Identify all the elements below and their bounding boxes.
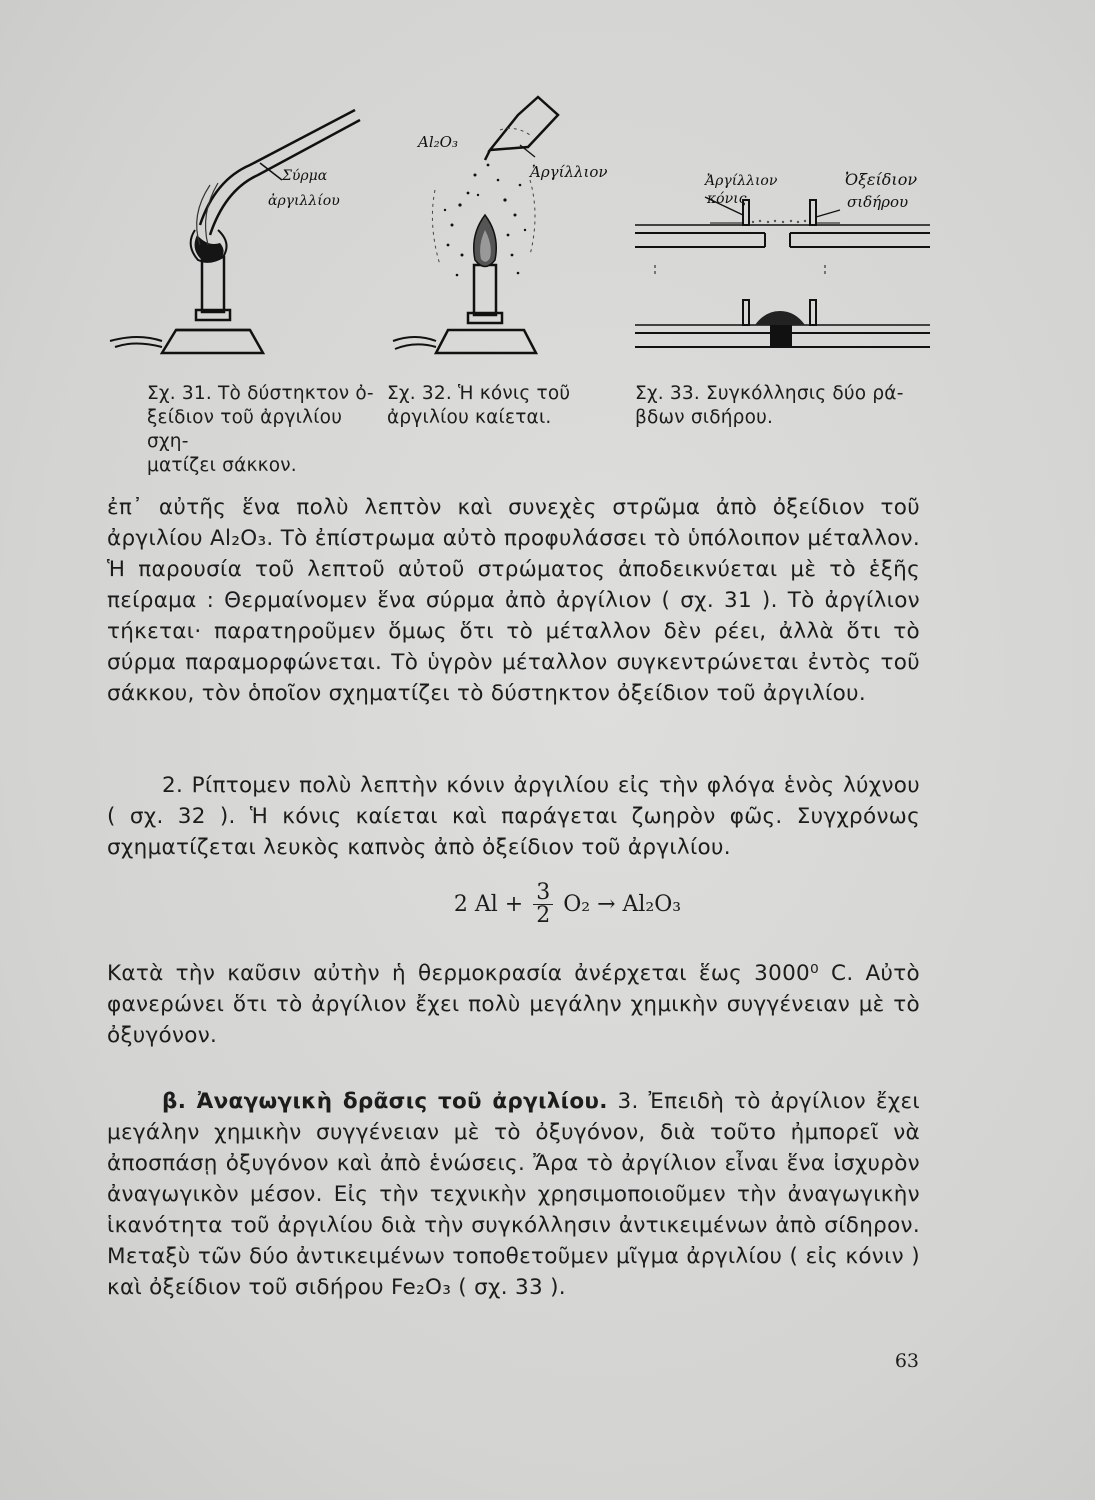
equation-rhs: O₂ → Al₂O₃ [563, 892, 682, 917]
fraction-numerator: 3 [533, 882, 553, 905]
paragraph-2 [107, 770, 920, 863]
caption-fig33: Σχ. 33. Συγκόλλησις δύο ρά- βδων σιδήρου. [635, 383, 904, 428]
paragraph-3 [107, 958, 920, 1051]
figure-32-drawing [390, 85, 650, 365]
label-powder: κόνις [707, 191, 747, 207]
paragraph-1-text: ἐπ᾽ αὐτῆς ἕνα πολὺ λεπτὸν καὶ συνεχὲς στρῶμα ἀπὸ ὀξείδιον τοῦ ἀργιλίου Al₂O₃. Τὸ ἐπίστρωμα αὐτὸ προφυλάσσει τὸ ὑπόλοιπον μέταλλον. Ἡ παρουσία τοῦ λεπτοῦ αὐτοῦ στρώματος ἀποδεικνύεται μὲ τὸ ἑξῆς πείραμα : Θερμαίνομεν ἕνα σύρμα ἀπὸ ἀργίλιον ( σχ. 31 ). Τὸ ἀργίλιον τήκεται· παρατηροῦμεν ὅμως ὅτι τὸ μέταλλον δὲν ρέει, ἀλλὰ ὅτι τὸ σύρμα παραμορφώνεται. Τὸ ὑγρὸν μέταλλον συγκεντρώνεται ἐντὸς τοῦ σάκκου, τὸν ὁποῖον σχηματίζει τὸ δύστηκτον ὀξείδιον τοῦ ἀργιλίου. [107, 495, 920, 706]
paragraph-3-text: Κατὰ τὴν καῦσιν αὐτὴν ἡ θερμοκρασία ἀνέρχεται ἕως 3000⁰ C. Αὐτὸ φανερώνει ὅτι τὸ ἀργίλιον ἔχει πολὺ μεγάλην χημικὴν συγγένειαν μὲ τὸ ὀξυγόνον. [107, 961, 920, 1048]
figure-33 [625, 85, 945, 365]
chemical-equation [0, 882, 1095, 927]
label-al2o3: Al₂O₃ [418, 133, 458, 151]
figure-31 [100, 85, 370, 365]
equation-lhs: 2 Al + [453, 892, 524, 917]
label-aluminium-powder: Ἀργίλλιον [530, 163, 608, 181]
page-number: 63 [894, 1350, 919, 1372]
figure-33-drawing [625, 85, 945, 365]
fraction-denominator: 2 [536, 903, 551, 928]
paragraph-4 [107, 1086, 920, 1303]
section-heading: β. Ἀναγωγικὴ δρᾶσις τοῦ ἀργιλίου. [162, 1089, 608, 1114]
label-aluminium: ἀργιλλίου [268, 193, 340, 209]
caption-fig31: Σχ. 31. Τὸ δύστηκτον ὀ- ξείδιον τοῦ ἀργιλίου σχη- ματίζει σάκκον. [147, 383, 374, 476]
caption-fig32: Σχ. 32. Ἡ κόνις τοῦ ἀργιλίου καίεται. [387, 383, 571, 428]
figure-32 [390, 85, 650, 365]
label-wire: Σύρμα [282, 168, 328, 184]
paragraph-2-text: 2. Ρίπτομεν πολὺ λεπτὴν κόνιν ἀργιλίου εἰς τὴν φλόγα ἑνὸς λύχνου ( σχ. 32 ). Ἡ κόνις καίεται καὶ παράγεται ζωηρὸν φῶς. Συγχρόνως σχηματίζεται λευκὸς καπνὸς ἀπὸ ὀξείδιον τοῦ ἀργιλίου. [107, 773, 920, 860]
figure-31-drawing [100, 85, 370, 365]
paragraph-1 [107, 492, 920, 709]
label-iron: σιδήρου [847, 193, 909, 211]
equation-fraction [533, 882, 553, 927]
paragraph-4-text [107, 1086, 920, 1303]
paragraph-4-body: 3. Ἐπειδὴ τὸ ἀργίλιον ἔχει μεγάλην χημικὴν συγγένειαν μὲ τὸ ὀξυγόνον, διὰ τοῦτο ἠμπορεῖ νὰ ἀποσπάσῃ ὀξυγόνον καὶ ἀπὸ ἑνώσεις. Ἄρα τὸ ἀργίλιον εἶναι ἕνα ἰσχυρὸν ἀναγωγικὸν μέσον. Εἰς τὴν τεχνικὴν χρησιμοποιοῦμεν τὴν ἀναγωγικὴν ἱκανότητα τοῦ ἀργιλίου διὰ τὴν συγκόλλησιν ἀντικειμένων ἀπὸ σίδηρον. Μεταξὺ τῶν δύο ἀντικειμένων τοποθετοῦμεν μῖγμα ἀργιλίου ( εἰς κόνιν ) καὶ ὀξείδιον τοῦ σιδήρου Fe₂O₃ ( σχ. 33 ). [107, 1089, 920, 1300]
figures-row [100, 85, 950, 375]
label-aluminium: Ἀργίλλιον [705, 173, 778, 189]
label-oxide: Ὀξείδιον [845, 170, 918, 189]
